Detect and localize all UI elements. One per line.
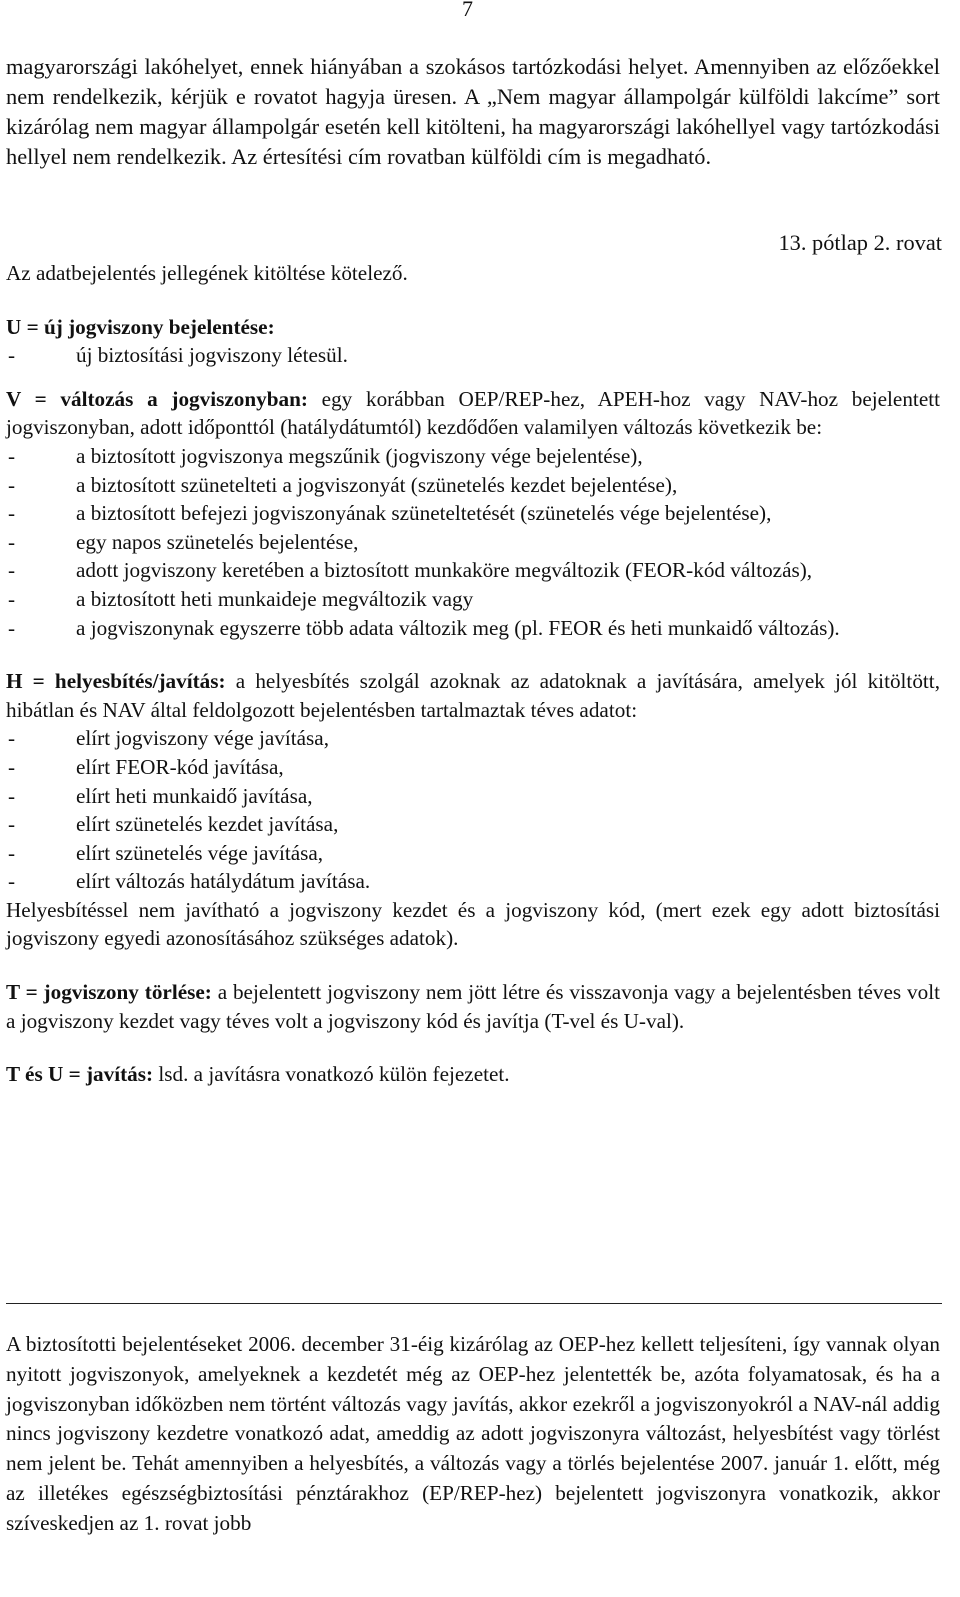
v-paragraph bbox=[6, 385, 940, 442]
list-item: - elírt szünetelés kezdet javítása, bbox=[6, 810, 940, 839]
h-text: a helyesbítés szolgál azoknak az adatoknak a javítására, amelyek jól kitöltött, hibátlan és NAV által feldolgozott bejelentésben tartalmaztak téves adatot: bbox=[6, 669, 940, 722]
tu-heading: T és U = javítás: bbox=[6, 1062, 154, 1087]
h-paragraph bbox=[6, 667, 940, 724]
list-item: - a jogviszonynak egyszerre több adata változik meg (pl. FEOR és heti munkaidő változás). bbox=[6, 614, 940, 643]
v-heading: V = változás a jogviszonyban: bbox=[6, 386, 308, 411]
mandatory-note: Az adatbejelentés jellegének kitöltése kötelező. bbox=[6, 261, 408, 285]
list-item: - új biztosítási jogviszony létesül. bbox=[6, 341, 940, 370]
list-item: - elírt jogviszony vége javítása, bbox=[6, 724, 940, 753]
t-text: a bejelentett jogviszony nem jött létre és visszavonja vagy a bejelentésben téves volt a jogviszony kezdet vagy téves volt a jogviszony kód és javítja (T-vel és U-val). bbox=[6, 980, 940, 1033]
t-heading: T = jogviszony törlése: bbox=[6, 980, 212, 1005]
tu-paragraph bbox=[6, 1060, 940, 1089]
footnote-paragraph: A biztosítotti bejelentéseket 2006. december 31-éig kizárólag az OEP-hez kellett teljesíteni, így vannak olyan nyitott jogviszonyok, amelyeknek a kezdetét még az OEP-hez jelentették be, azóta folyamatosak, és ha a jogviszonyban időközben nem történt változás vagy javítás, akkor ezekről a jogviszonyokról a NAV-nál addig nincs jogviszony kezdetre vonatkozó adat, ameddig az adott jogviszonyra változást, helyesbítést vagy törlést nem jelent be. Tehát amennyiben a helyesbítés, a változás vagy a törlés bejelentése 2007. január 1. előtt, még az illetékes egészségbiztosítási pénztárakhoz (EP/REP-hez) bejelentett jogviszonyra vonatkozik, akkor szíveskedjen az 1. rovat jobb bbox=[6, 1332, 940, 1535]
footnote-divider bbox=[6, 1303, 942, 1304]
section-reference: 13. pótlap 2. rovat bbox=[778, 230, 942, 255]
t-paragraph bbox=[6, 978, 940, 1035]
tu-text: lsd. a javításra vonatkozó külön fejezetet. bbox=[153, 1062, 510, 1087]
v-list bbox=[6, 442, 940, 642]
u-heading: U = új jogviszony bejelentése: bbox=[6, 314, 275, 339]
intro-section bbox=[6, 52, 940, 172]
list-item: - adott jogviszony keretében a biztosított munkaköre megváltozik (FEOR-kód változás), bbox=[6, 556, 940, 585]
h-heading: H = helyesbítés/javítás: bbox=[6, 669, 226, 694]
list-item: - elírt heti munkaidő javítása, bbox=[6, 782, 940, 811]
h-note: Helyesbítéssel nem javítható a jogviszony kezdet és a jogviszony kód, (mert ezek egy adott biztosítási jogviszony egyedi azonosításához szükséges adatok). bbox=[6, 897, 940, 951]
list-item: - a biztosított befejezi jogviszonyának szüneteltetését (szünetelés vége bejelentése), bbox=[6, 499, 940, 528]
footnote-section bbox=[6, 1330, 940, 1539]
v-text: egy korábban OEP/REP-hez, APEH-hoz vagy NAV-hoz bejelentett jogviszonyban, adott időponttól (hatálydátumtól) kezdődően valamilyen változás következik be: bbox=[6, 386, 940, 440]
u-list bbox=[6, 341, 940, 370]
list-item: - a biztosított heti munkaideje megváltozik vagy bbox=[6, 585, 940, 614]
list-item: - elírt FEOR-kód javítása, bbox=[6, 753, 940, 782]
list-item: - a biztosított szünetelteti a jogviszonyát (szünetelés kezdet bejelentése), bbox=[6, 471, 940, 500]
page-number: 7 bbox=[462, 0, 473, 21]
intro-paragraph: magyarországi lakóhelyet, ennek hiányában a szokásos tartózkodási helyet. Amennyiben az előzőekkel nem rendelkezik, kérjük e rovatot hagyja üresen. A „Nem magyar állampolgár külföldi lakcíme” sort kizárólag nem magyar állampolgár esetén kell kitölteni, ha magyarországi lakóhellyel vagy tartózkodási hellyel nem rendelkezik. Az értesítési cím rovatban külföldi cím is megadható. bbox=[6, 54, 940, 169]
list-item: - elírt szünetelés vége javítása, bbox=[6, 839, 940, 868]
report-type-section bbox=[6, 259, 940, 1089]
h-list bbox=[6, 724, 940, 896]
list-item: - egy napos szünetelés bejelentése, bbox=[6, 528, 940, 557]
u-block bbox=[6, 313, 940, 342]
list-item: - a biztosított jogviszonya megszűnik (jogviszony vége bejelentése), bbox=[6, 442, 940, 471]
list-item: - elírt változás hatálydátum javítása. bbox=[6, 867, 940, 896]
